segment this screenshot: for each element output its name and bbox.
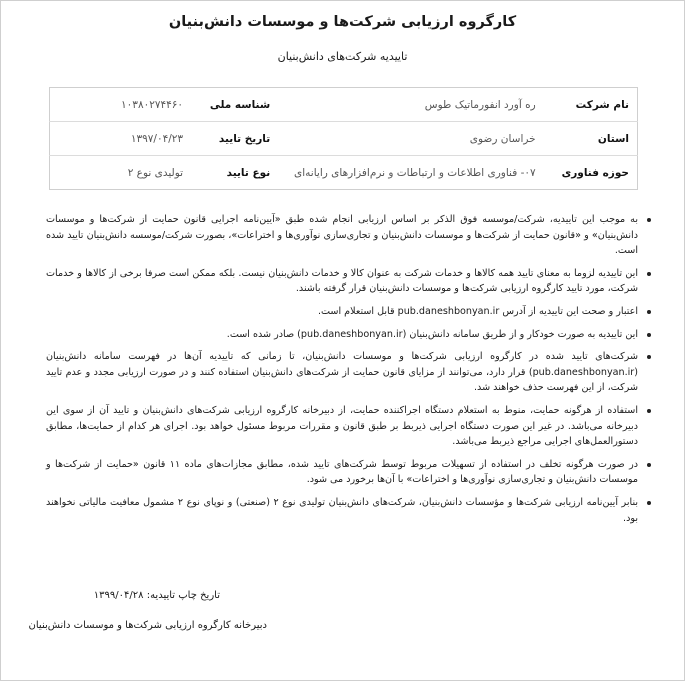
list-item: استفاده از هرگونه حمایت، منوط به استعلام دستگاه اجراکننده حمایت، از دبیرخانه کارگروه ارزیابی شرکت‌های دانش‌بنیان و تایید آن از سوی این دبیرخانه می‌باشد. در غیر این صورت دستگاه اجرایی ذیربط بر طبق قانون و مقررات مربوط مسئول خواهد بود. اجرای هر کدام از حمایت‌ها، مطابق دستورالعمل‌های اجرایی مراجع ذیربط می‌باشد. (46, 403, 638, 450)
page-title: کارگروه ارزیابی شرکت‌ها و موسسات دانش‌بنیان (168, 14, 517, 30)
approval-date-label: تاریخ تایید (191, 122, 278, 156)
list-item: به موجب این تاییدیه، شرکت/موسسه فوق الذکر بر اساس ارزیابی انجام شده طبق «آیین‌نامه اجرایی قانون حمایت از شرکت‌ها و موسسات دانش‌بنیان» و «قانون حمایت از شرکت‌ها و موسسات دانش‌بنیان و تجاری‌سازی نوآوری‌ها و اختراعات»، بصورت شرکت/موسسه دانش‌بنیان تایید شده است. (46, 212, 638, 259)
list-item: این تاییدیه به صورت خودکار و از طریق سامانه دانش‌بنیان (pub.daneshbonyan.ir) صادر شده است. (46, 327, 638, 343)
approval-type-label: نوع تایید (226, 166, 271, 179)
province-value: خراسان رضوی (278, 122, 543, 156)
company-info-table (49, 87, 638, 190)
province-label: استان (544, 122, 638, 156)
approval-type-value: تولیدی نوع ۲ (127, 166, 184, 179)
list-item: بنابر آیین‌نامه ارزیابی شرکت‌ها و مؤسسات دانش‌بنیان، شرکت‌های دانش‌بنیان تولیدی نوع ۲ (صنعتی) و نوپای نوع ۲ مشمول معافیت مالیاتی نخواهند بود. (46, 495, 638, 526)
list-item: در صورت هرگونه تخلف در استفاده از تسهیلات مربوط توسط شرکت‌های تایید شده، مطابق مجازات‌های ماده ۱۱ قانون «حمایت از شرکت‌ها و موسسات دانش‌بنیان و تجاری‌سازی نوآوری‌ها و اختراعات» با آن‌ها برخورد می شود. (46, 457, 638, 488)
print-date: تاریخ چاپ تاییدیه: ۱۳۹۹/۰۴/۲۸ (93, 590, 220, 601)
technology-field-label: حوزه فناوری (561, 166, 629, 179)
terms-list (46, 212, 652, 533)
list-item: این تاییدیه لزوما به معنای تایید همه کالاها و خدمات شرکت به عنوان کالا و خدمات دانش‌بنیان نیست. بلکه ممکن است صرفا برخی از کالاها و خدمات شرکت، مورد تایید کارگروه ارزیابی شرکت‌ها و موسسات دانش‌بنیان قرار گرفته باشند. (46, 266, 638, 297)
company-name-value: ره آورد انفورماتیک طوس (278, 88, 543, 122)
list-item: اعتبار و صحت این تاییدیه از آدرس pub.daneshbonyan.ir قابل استعلام است. (46, 304, 638, 320)
national-id-label: شناسه ملی (191, 88, 278, 122)
footer-signature: دبیرخانه کارگروه ارزیابی شرکت‌ها و موسسات دانش‌بنیان (28, 620, 267, 631)
table-row (50, 156, 638, 190)
list-item: شرکت‌های تایید شده در کارگروه ارزیابی شرکت‌ها و موسسات دانش‌بنیان، تا زمانی که تاییدیه آن‌ها در فهرست سامانه دانش‌بنیان (pub.daneshbonyan.ir) قرار دارد، می‌توانند از مزایای قانون حمایت از شرکت‌های دانش‌بنیان استفاده کنند و در صورت ارزیابی مجدد و عدم تایید شرکت، از این فهرست حذف خواهند شد. (46, 349, 638, 396)
table-row (50, 88, 638, 122)
page-subtitle: تاییدیه شرکت‌های دانش‌بنیان (277, 50, 408, 63)
approval-date-value: ۱۳۹۷/۰۴/۲۳ (50, 122, 192, 156)
national-id-value: ۱۰۳۸۰۲۷۴۴۶۰ (50, 88, 192, 122)
table-row (50, 122, 638, 156)
technology-field-value: ۰۷- فناوری اطلاعات و ارتباطات و نرم‌افزارهای رایانه‌ای (294, 166, 536, 179)
company-name-label: نام شرکت (544, 88, 638, 122)
